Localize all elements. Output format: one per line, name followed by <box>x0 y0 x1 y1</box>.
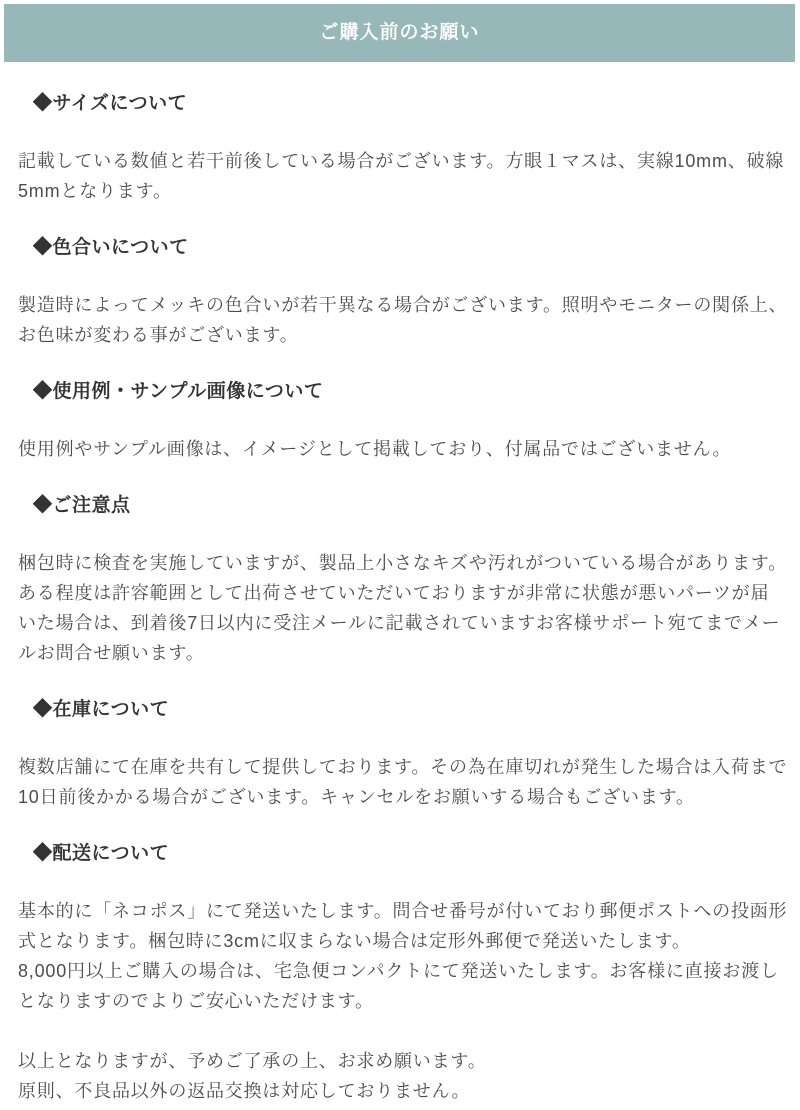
closing-note <box>18 1046 788 1106</box>
section-body-size: 記載している数値と若干前後している場合がございます。方眼１マスは、実線10mm、破線5mmとなります。 <box>18 151 785 201</box>
section-body-color: 製造時によってメッキの色合いが若干異なる場合がございます。照明やモニターの関係上、お色味が変わる事がございます。 <box>18 295 788 345</box>
section-stock <box>18 698 788 812</box>
closing-note-line-2: 原則、不良品以外の返品交換は対応しておりません。 <box>18 1081 471 1101</box>
section-heading-color: ◆色合いについて <box>33 237 189 258</box>
section-body-shipping: 基本的に「ネコポス」にて発送いたします。問合せ番号が付いており郵便ポストへの投函形式となります。梱包時に3cmに収まらない場合は定形外郵便で発送いたします。 <box>18 901 788 951</box>
section-body-sample-images: 使用例やサンプル画像は、イメージとして掲載しており、付属品ではございません。 <box>18 439 732 459</box>
section-size <box>18 92 788 206</box>
section-heading-size: ◆サイズについて <box>33 93 188 114</box>
section-body-shipping-2: 8,000円以上ご購入の場合は、宅急便コンパクトにて発送いたします。お客様に直接お渡しとなりますのでよりご安心いただけます。 <box>18 961 779 1011</box>
page-title: ご購入前のお願い <box>319 22 480 43</box>
section-sample-images <box>18 380 788 464</box>
section-heading-sample-images: ◆使用例・サンプル画像について <box>33 381 324 402</box>
section-cautions <box>18 494 788 668</box>
section-heading-shipping: ◆配送について <box>33 843 170 864</box>
page-title-bar <box>4 4 795 62</box>
section-body-cautions: 梱包時に検査を実施していますが、製品上小さなキズや汚れがついている場合があります。ある程度は許容範囲として出荷させていただいておりますが非常に状態が悪いパーツが届いた場合は、到着後7日以内に受注メールに記載されていますお客様サポート宛てまでメールお問合せ願います。 <box>18 553 787 663</box>
section-heading-stock: ◆在庫について <box>33 699 170 720</box>
section-body-stock: 複数店舗にて在庫を共有して提供しております。その為在庫切れが発生した場合は入荷まで10日前後かかる場合がございます。キャンセルをお願いする場合もございます。 <box>18 757 788 807</box>
notice-content <box>0 92 788 1106</box>
section-heading-cautions: ◆ご注意点 <box>33 495 131 516</box>
section-shipping <box>18 842 788 1016</box>
section-color <box>18 236 788 350</box>
closing-note-line-1: 以上となりますが、予めご了承の上、お求め願います。 <box>18 1051 487 1071</box>
